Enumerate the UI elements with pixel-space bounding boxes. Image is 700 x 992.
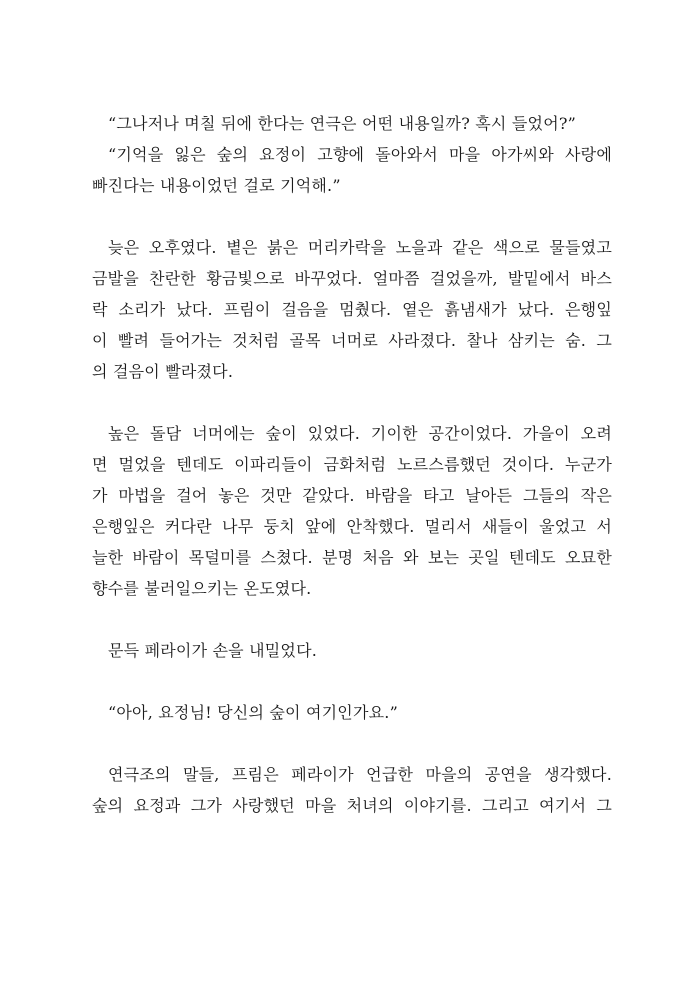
paragraph-spacer <box>92 666 612 697</box>
dialogue-paragraph <box>92 139 612 201</box>
text-line: 향수를 불러일으키는 온도였다. <box>92 579 312 598</box>
text-line: 문득 페라이가 손을 내밀었다. <box>108 641 318 660</box>
text-line: 락 소리가 났다. 프림이 걸음을 멈췄다. 옅은 흙냄새가 났다. 은행잎 <box>92 300 612 319</box>
narrative-paragraph <box>92 759 612 821</box>
text-line: 면 멀었을 텐데도 이파리들이 금화처럼 노르스름했던 것이다. 누군가 <box>92 455 612 474</box>
text-line: 높은 돌담 너머에는 숲이 있었다. 기이한 공간이었다. 가을이 오려 <box>108 424 612 443</box>
text-line: 숲의 요정과 그가 사랑했던 마을 처녀의 이야기를. 그리고 여기서 그 <box>92 796 612 815</box>
text-line: 은행잎은 커다란 나무 둥치 앞에 안착했다. 멀리서 새들이 울었고 서 <box>92 517 612 536</box>
dialogue-paragraph <box>92 697 612 728</box>
text-line: 연극조의 말들, 프림은 페라이가 언급한 마을의 공연을 생각했다. <box>108 765 612 784</box>
paragraph-spacer <box>92 387 612 418</box>
text-line: “기억을 잃은 숲의 요정이 고향에 돌아와서 마을 아가씨와 사랑에 <box>108 145 612 164</box>
text-line: 의 걸음이 빨라졌다. <box>92 362 234 381</box>
dialogue-paragraph <box>92 108 612 139</box>
document-page <box>92 108 612 821</box>
paragraph-spacer <box>92 604 612 635</box>
text-line: “아아, 요정님! 당신의 숲이 여기인가요.” <box>108 703 398 722</box>
text-line: 이 빨려 들어가는 것처럼 골목 너머로 사라졌다. 찰나 삼키는 숨. 그 <box>92 331 612 350</box>
narrative-paragraph <box>92 418 612 604</box>
text-line: 금발을 찬란한 황금빛으로 바꾸었다. 얼마쯤 걸었을까, 발밑에서 바스 <box>92 269 612 288</box>
narrative-paragraph <box>92 232 612 387</box>
paragraph-spacer <box>92 201 612 232</box>
narrative-paragraph <box>92 635 612 666</box>
paragraph-spacer <box>92 728 612 759</box>
text-line: “그나저나 며칠 뒤에 한다는 연극은 어떤 내용일까? 혹시 들었어?” <box>108 114 577 133</box>
text-line: 빠진다는 내용이었던 걸로 기억해.” <box>92 176 341 195</box>
text-line: 늦은 오후였다. 볕은 붉은 머리카락을 노을과 같은 색으로 물들였고 <box>108 238 612 257</box>
text-line: 가 마법을 걸어 놓은 것만 같았다. 바람을 타고 날아든 그들의 작은 <box>92 486 612 505</box>
text-line: 늘한 바람이 목덜미를 스쳤다. 분명 처음 와 보는 곳일 텐데도 오묘한 <box>92 548 612 567</box>
